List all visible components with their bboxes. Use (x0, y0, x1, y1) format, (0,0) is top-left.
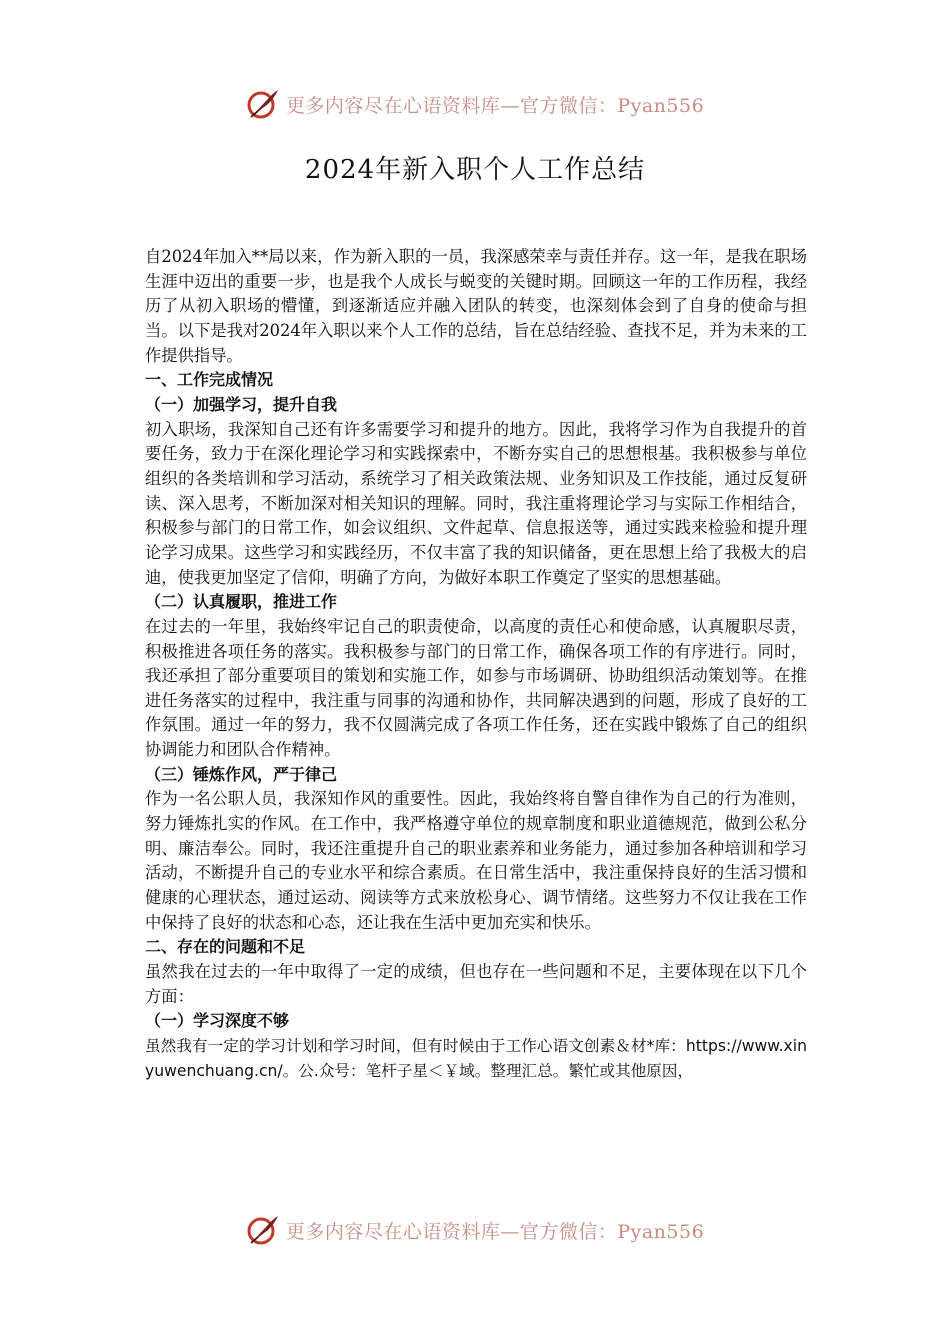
watermark-text: 更多内容尽在心语资料库—官方微信：Pyan556 (285, 94, 705, 117)
quill-pen-logo-icon (246, 1213, 280, 1247)
watermark-text: 更多内容尽在心语资料库—官方微信：Pyan556 (285, 1220, 705, 1243)
watermark-footer (0, 1210, 950, 1250)
body-paragraph: 初入职场，我深知自己还有许多需要学习和提升的地方。因此，我将学习作为自我提升的首要任务，致力于在深化理论学习和实践探索中，不断夯实自己的思想根基。我积极参与单位组织的各类培训和学习活动，系统学习了相关政策法规、业务知识及工作技能，通过反复研读、深入思考，不断加深对相关知识的理解。同时，我注重将理论学习与实际工作相结合，积极参与部门的日常工作，如会议组织、文件起草、信息报送等，通过实践来检验和提升理论学习成果。这些学习和实践经历，不仅丰富了我的知识储备，更在思想上给了我极大的启迪，使我更加坚定了信仰，明确了方向，为做好本职工作奠定了坚实的思想基础。 (145, 419, 807, 587)
document-title: 2024年新入职个人工作总结 (304, 155, 646, 185)
watermark-header (0, 84, 950, 124)
body-paragraph: 虽然我在过去的一年中取得了一定的成绩，但也存在一些问题和不足，主要体现在以下几个方面： (145, 962, 807, 1006)
subsection-heading: （二）认真履职，推进工作 (145, 592, 338, 612)
section-heading: 二、存在的问题和不足 (145, 937, 306, 957)
subsection-heading: （三）锤炼作风，严于律己 (145, 764, 338, 784)
body-paragraph: 在过去的一年里，我始终牢记自己的职责使命，以高度的责任心和使命感，认真履职尽责，积极推进各项任务的落实。我积极参与部门的日常工作，确保各项工作的有序进行。同时，我还承担了部分重要项目的策划和实施工作，如参与市场调研、协助组织活动策划等。在推进任务落实的过程中，我注重与同事的沟通和协作，共同解决遇到的问题，形成了良好的工作氛围。通过一年的努力，我不仅圆满完成了各项工作任务，还在实践中锻炼了自己的组织协调能力和团队合作精神。 (145, 616, 807, 760)
subsection-heading: （一）加强学习，提升自我 (145, 394, 338, 414)
section-heading: 一、工作完成情况 (145, 370, 274, 390)
intro-paragraph: 自2024年加入**局以来，作为新入职的一员，我深感荣幸与责任并存。这一年，是我在职场生涯中迈出的重要一步，也是我个人成长与蜕变的关键时期。回顾这一年的工作历程，我经历了从初入职场的懵懂，到逐渐适应并融入团队的转变，也深刻体会到了自身的使命与担当。以下是我对2024年入职以来个人工作的总结，旨在总结经验、查找不足，并为未来的工作提供指导。 (145, 247, 807, 365)
body-paragraph: 作为一名公职人员，我深知作风的重要性。因此，我始终将自警自律作为自己的行为准则，努力锤炼扎实的作风。在工作中，我严格遵守单位的规章制度和职业道德规范，做到公私分明、廉洁奉公。同时，我还注重提升自己的职业素养和业务能力，通过参加各种培训和学习活动，不断提升自己的专业水平和综合素质。在日常生活中，我注重保持良好的生活习惯和健康的心理状态，通过运动、阅读等方式来放松身心、调节情绪。这些努力不仅让我在工作中保持了良好的状态和心态，还让我在生活中更加充实和快乐。 (145, 789, 807, 932)
document-body (145, 245, 807, 1083)
quill-pen-logo-icon (246, 87, 280, 121)
subsection-heading: （一）学习深度不够 (145, 1011, 290, 1031)
body-paragraph-watermarked: 虽然我有一定的学习计划和学习时间，但有时候由于工作心语文创素＆材*库：https://www.xinyuwenchuang.cn/。公.众号：笔杆子星＜￥域。整理汇总。繁忙或其他原因， (145, 1037, 807, 1080)
